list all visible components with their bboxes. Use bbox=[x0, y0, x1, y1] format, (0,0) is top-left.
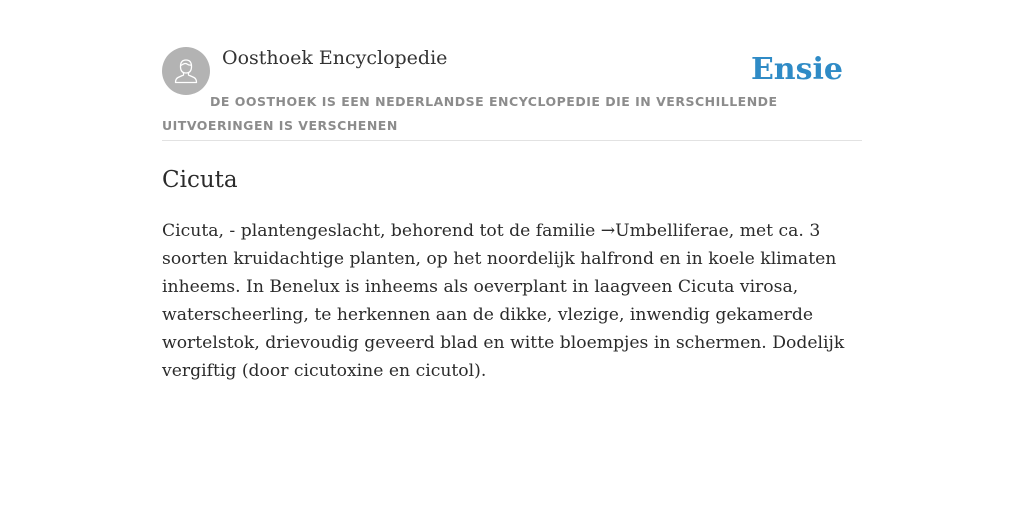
cross-reference-link-umbelliferae[interactable]: →Umbelliferae bbox=[600, 221, 729, 241]
ensie-logo-link[interactable]: Ensie bbox=[750, 52, 843, 87]
user-silhouette-icon bbox=[171, 56, 201, 86]
page bbox=[162, 46, 862, 385]
source-description: DE OOSTHOEK IS EEN NEDERLANDSE ENCYCLOPEDIE DIE IN VERSCHILLENDE UITVOERINGEN IS VERSCHENEN bbox=[162, 94, 778, 133]
article-text-part-2: , met ca. 3 soorten kruidachtige planten, op het noordelijk halfrond en in koele klimaten inheems. In Benelux is inheems als oeverplant in laagveen Cicuta virosa, waterscheerling, te herkennen aan de dikke, vlezige, inwendig gekamerde wortelstok, drievoudig geveerd blad en witte bloempjes in schermen. Dodelijk vergiftig (door cicutoxine en cicutol). bbox=[162, 221, 845, 381]
avatar[interactable] bbox=[162, 47, 210, 95]
article-body bbox=[162, 217, 862, 385]
article-title: Cicuta bbox=[162, 167, 238, 193]
source-header bbox=[162, 46, 862, 141]
source-title[interactable]: Oosthoek Encyclopedie bbox=[222, 47, 448, 69]
article-text-part-1: Cicuta, - plantengeslacht, behorend tot de familie bbox=[162, 221, 601, 241]
